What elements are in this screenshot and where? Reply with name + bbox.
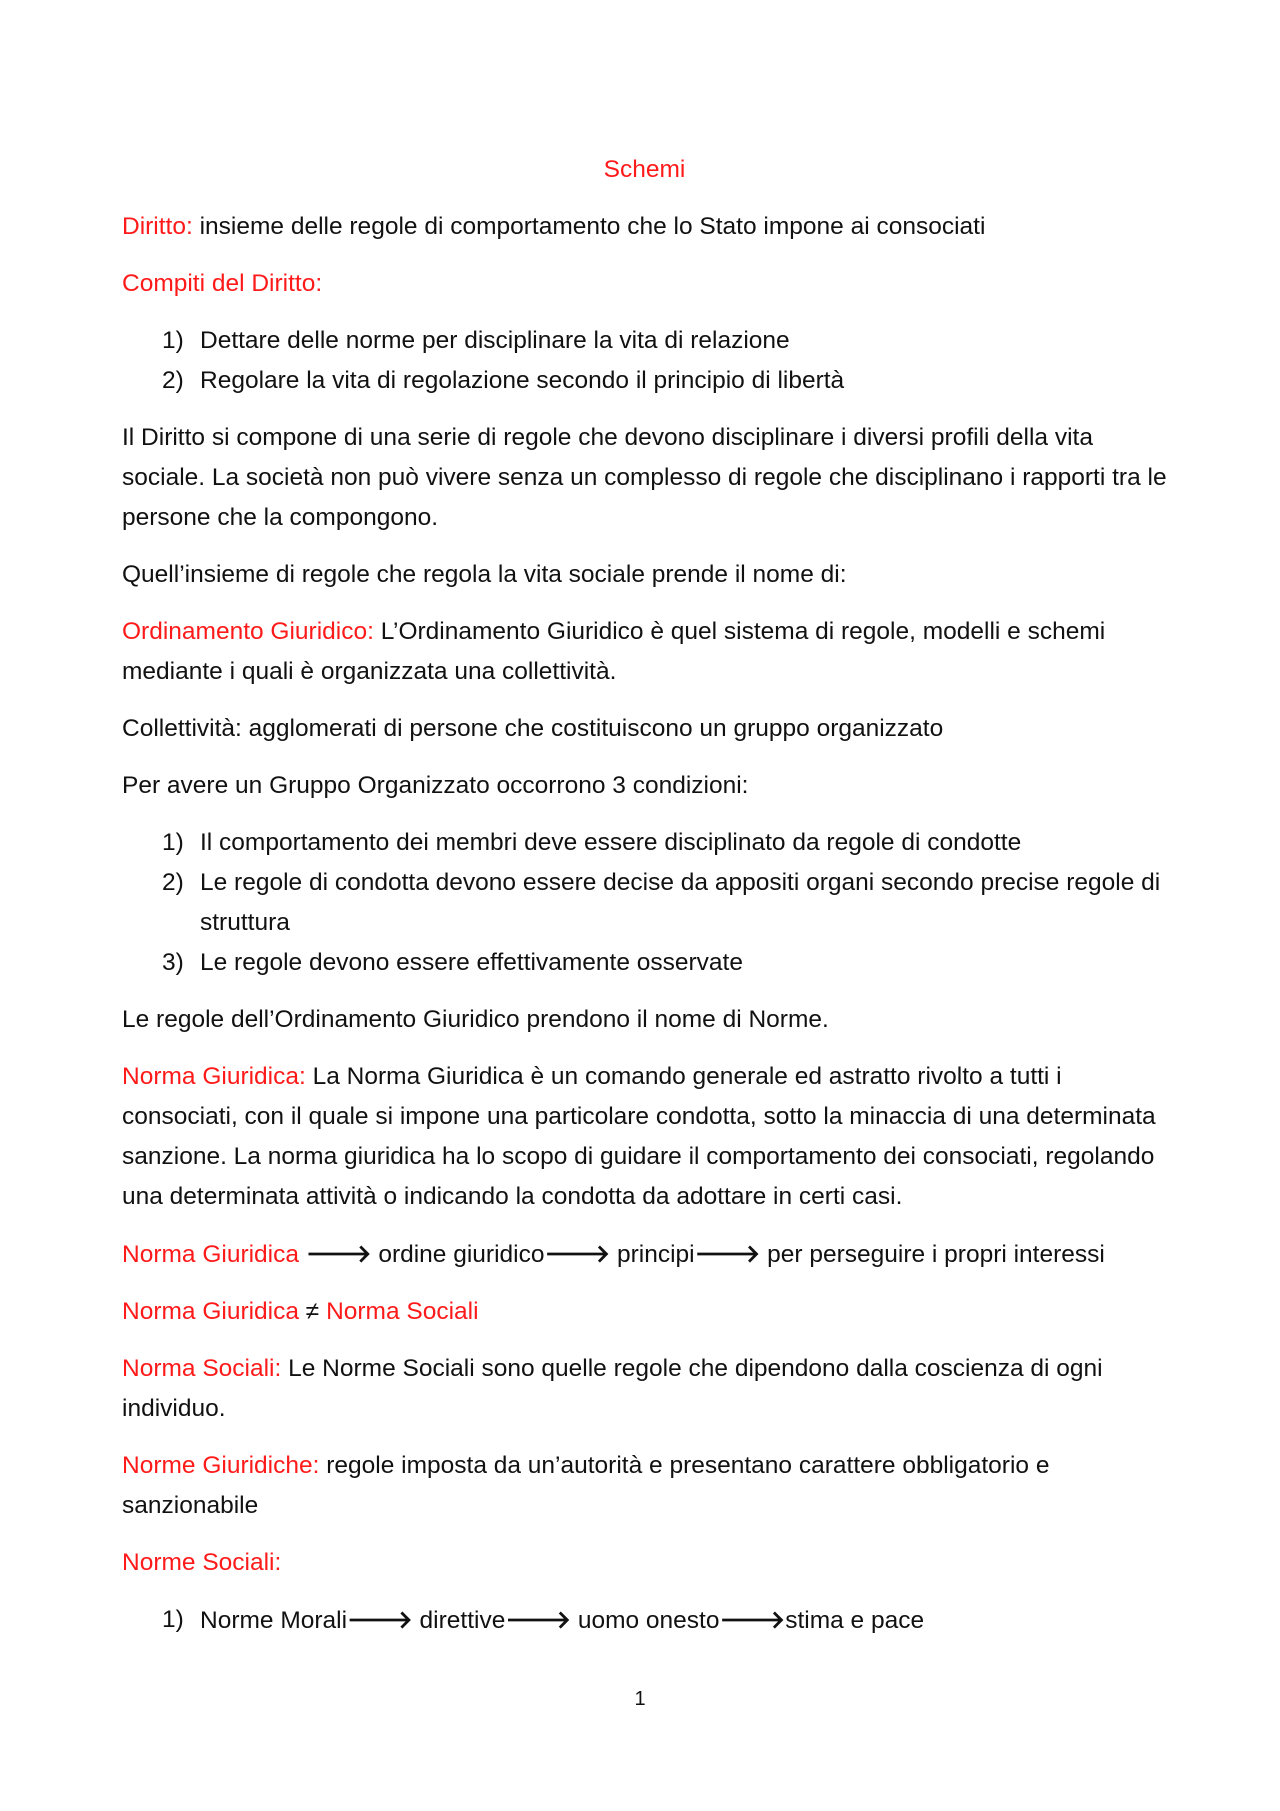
list-number: 3)	[162, 949, 184, 976]
list-item	[122, 1600, 1167, 1641]
paragraph-diritto-compone: Il Diritto si compone di una serie di regole che devono disciplinare i diversi profili della vita sociale. La società non può vivere senza un complesso di regole che disciplinano i rapporti tra le persone che la compongono.	[122, 424, 1167, 531]
list-text: Regolare la vita di regolazione secondo il principio di libertà	[200, 367, 845, 394]
term-label: Diritto:	[122, 213, 193, 240]
chain-step: ordine giuridico	[371, 1241, 545, 1268]
term-label: Ordinamento Giuridico:	[122, 618, 374, 645]
paragraph-norma-sociali	[122, 1349, 1167, 1429]
heading-norme-sociali: Norme Sociali:	[122, 1549, 282, 1576]
list-item	[122, 863, 1167, 943]
chain-step: stima e pace	[785, 1607, 925, 1634]
sociali-list	[122, 1600, 1167, 1641]
chain-step: per perseguire i propri interessi	[760, 1241, 1105, 1268]
term-label: Norma Giuridica	[122, 1241, 299, 1268]
term-label: Norma Giuridica:	[122, 1063, 306, 1090]
arrow-right-icon: 🡒	[719, 1605, 786, 1634]
arrow-right-icon: 🡒	[694, 1239, 761, 1268]
paragraph-insieme-regole: Quell’insieme di regole che regola la vita sociale prende il nome di:	[122, 561, 847, 588]
term-definition: regole imposta da un’autorità e presentano carattere obbligatorio e sanzionabile	[122, 1452, 1050, 1519]
list-item	[122, 823, 1167, 863]
paragraph-norma-giuridica	[122, 1057, 1167, 1217]
chain-step: principi	[610, 1241, 695, 1268]
term-definition: L’Ordinamento Giuridico è quel sistema di regole, modelli e schemi mediante i quali è organizzata una collettività.	[122, 618, 1106, 685]
list-item	[122, 943, 1167, 983]
list-number: 1)	[162, 327, 184, 354]
document-title: Schemi	[603, 156, 686, 183]
paragraph-norme: Le regole dell’Ordinamento Giuridico prendono il nome di Norme.	[122, 1006, 829, 1033]
list-text: Il comportamento dei membri deve essere disciplinato da regole di condotte	[200, 829, 1022, 856]
list-number: 1)	[162, 1606, 184, 1633]
list-number: 1)	[162, 829, 184, 856]
paragraph-norme-giuridiche	[122, 1446, 1167, 1526]
list-item	[122, 321, 1167, 361]
term-definition: insieme delle regole di comportamento che lo Stato impone ai consociati	[192, 213, 986, 240]
term-label: Norma Sociali:	[122, 1355, 282, 1382]
arrow-right-icon: 🡒	[305, 1239, 372, 1268]
heading-compiti: Compiti del Diritto:	[122, 270, 323, 297]
paragraph-ordinamento	[122, 612, 1167, 692]
condizioni-list	[122, 823, 1167, 983]
document-page	[122, 150, 1167, 1658]
paragraph-diritto	[122, 207, 1167, 247]
compiti-list	[122, 321, 1167, 401]
term-definition: Le Norme Sociali sono quelle regole che dipendono dalla coscienza di ogni individuo.	[122, 1355, 1103, 1422]
term-label: Norme Giuridiche:	[122, 1452, 320, 1479]
arrow-right-icon: 🡒	[505, 1605, 572, 1634]
paragraph-not-equal	[122, 1292, 1167, 1332]
term-left: Norma Giuridica	[122, 1298, 299, 1325]
list-number: 2)	[162, 367, 184, 394]
paragraph-arrow-chain	[122, 1234, 1167, 1275]
list-text: Le regole devono essere effettivamente osservate	[200, 949, 743, 976]
chain-step: direttive	[412, 1607, 506, 1634]
term-definition: La Norma Giuridica è un comando generale ed astratto rivolto a tutti i consociati, con il quale si impone una particolare condotta, sotto la minaccia di una determinata sanzione. La norma giuridica ha lo scopo di guidare il comportamento dei consociati, regolando una determinata attività o indicando la condotta da adottare in certi casi.	[122, 1063, 1156, 1210]
list-item	[122, 361, 1167, 401]
page-number: 1	[634, 1688, 646, 1710]
arrow-right-icon: 🡒	[544, 1239, 611, 1268]
chain-step: Norme Morali	[200, 1607, 348, 1634]
arrow-right-icon: 🡒	[347, 1605, 413, 1634]
list-text: Le regole di condotta devono essere decise da appositi organi secondo precise regole di struttura	[200, 869, 1161, 936]
chain-step: uomo onesto	[571, 1607, 720, 1634]
paragraph-gruppo-organizzato: Per avere un Gruppo Organizzato occorrono 3 condizioni:	[122, 772, 749, 799]
term-right: Norma Sociali	[326, 1298, 479, 1325]
list-text: Dettare delle norme per disciplinare la vita di relazione	[200, 327, 790, 354]
not-equal-sign: ≠	[299, 1298, 327, 1325]
list-number: 2)	[162, 869, 184, 896]
paragraph-collettivita: Collettività: agglomerati di persone che costituiscono un gruppo organizzato	[122, 715, 944, 742]
